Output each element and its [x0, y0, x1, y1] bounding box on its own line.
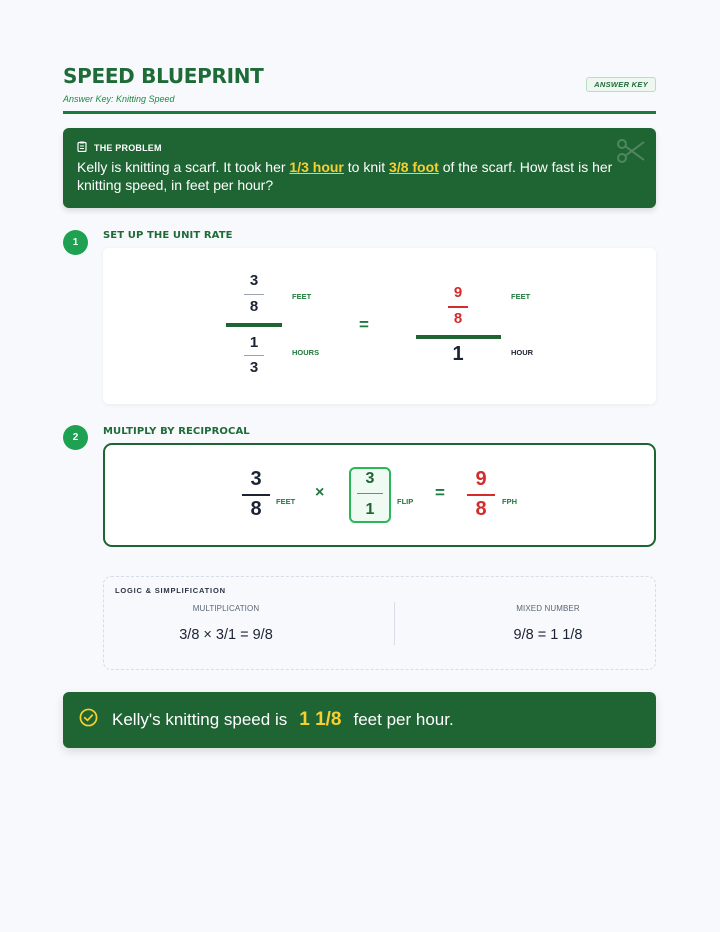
- left-bottom-denominator: 3: [249, 359, 259, 376]
- left-top-denominator: 8: [249, 298, 259, 315]
- answer-value: 1 1/8: [299, 709, 342, 730]
- right-top-denominator: 8: [453, 310, 463, 327]
- result-numerator: 9: [475, 468, 487, 490]
- unit-hour: HOUR: [511, 348, 534, 357]
- problem-heading: THE PROBLEM: [94, 142, 162, 153]
- frac1-denominator: 8: [250, 498, 262, 520]
- right-bottom-number: 1: [452, 343, 464, 365]
- multiplication-column: [106, 604, 346, 643]
- unit-feet: FEET: [292, 292, 312, 301]
- mixed-number-equation: 9/8 = 1 1/8: [513, 627, 583, 643]
- multiplication-equation: 3/8 × 3/1 = 9/8: [179, 627, 273, 643]
- page-subtitle: Answer Key: Knitting Speed: [63, 94, 175, 104]
- unit-feet: FEET: [276, 497, 296, 506]
- main-fraction-bar: [226, 323, 282, 327]
- problem-text: [77, 158, 642, 194]
- equals-sign: =: [435, 483, 445, 502]
- answer-key-badge: ANSWER KEY: [586, 77, 656, 92]
- step-1-title: SET UP THE UNIT RATE: [103, 230, 233, 241]
- mixed-number-column: [428, 604, 668, 643]
- problem-card: [63, 128, 656, 208]
- logic-panel: [103, 576, 656, 670]
- equals-sign: =: [359, 315, 369, 334]
- clipboard-icon: [77, 141, 87, 154]
- problem-text-part: of the scarf. How fast is her knitting speed, in feet per hour?: [77, 159, 613, 193]
- page-title: SPEED BLUEPRINT: [63, 64, 264, 88]
- mixed-number-label: MIXED NUMBER: [516, 604, 580, 613]
- answer-prefix: Kelly's knitting speed is: [112, 710, 288, 729]
- answer-suffix: feet per hour.: [353, 710, 454, 729]
- left-bottom-numerator: 1: [249, 334, 259, 351]
- step-2-badge: 2: [63, 425, 88, 450]
- fraction-line: [448, 306, 468, 308]
- fraction-line: [244, 294, 264, 295]
- unit-fph: FPH: [502, 497, 517, 506]
- step-1-badge: 1: [63, 230, 88, 255]
- step-2-title: MULTIPLY BY RECIPROCAL: [103, 426, 250, 437]
- frac2-denominator: 1: [365, 501, 375, 518]
- right-top-numerator: 9: [453, 284, 463, 301]
- unit-rate-card: [103, 248, 656, 404]
- result-denominator: 8: [475, 498, 487, 520]
- main-fraction-bar: [416, 335, 501, 339]
- multiplication-label: MULTIPLICATION: [192, 604, 260, 613]
- answer-banner: [63, 692, 656, 748]
- page-header: [63, 64, 656, 114]
- logic-heading: LOGIC & SIMPLIFICATION: [115, 586, 226, 595]
- fraction-line: [244, 355, 264, 356]
- problem-heading-row: [77, 141, 642, 154]
- column-divider: [394, 602, 395, 645]
- check-circle-icon: [79, 708, 98, 732]
- highlight-distance: 3/8 foot: [389, 159, 439, 175]
- left-top-numerator: 3: [249, 272, 259, 289]
- fraction-line: [242, 494, 270, 496]
- fraction-line: [467, 494, 495, 496]
- reciprocal-card: [103, 443, 656, 547]
- unit-flip: FLIP: [397, 497, 414, 506]
- frac2-numerator: 3: [365, 470, 375, 487]
- multiply-sign: ×: [315, 484, 325, 501]
- fraction-line: [357, 493, 383, 494]
- unit-hours: HOURS: [292, 348, 320, 357]
- problem-text-part: Kelly is knitting a scarf. It took her: [77, 159, 290, 175]
- frac1-numerator: 3: [250, 468, 262, 490]
- unit-feet: FEET: [511, 292, 531, 301]
- highlight-time: 1/3 hour: [289, 159, 344, 175]
- problem-text-part: to knit: [343, 159, 390, 175]
- scissors-icon: [616, 136, 646, 171]
